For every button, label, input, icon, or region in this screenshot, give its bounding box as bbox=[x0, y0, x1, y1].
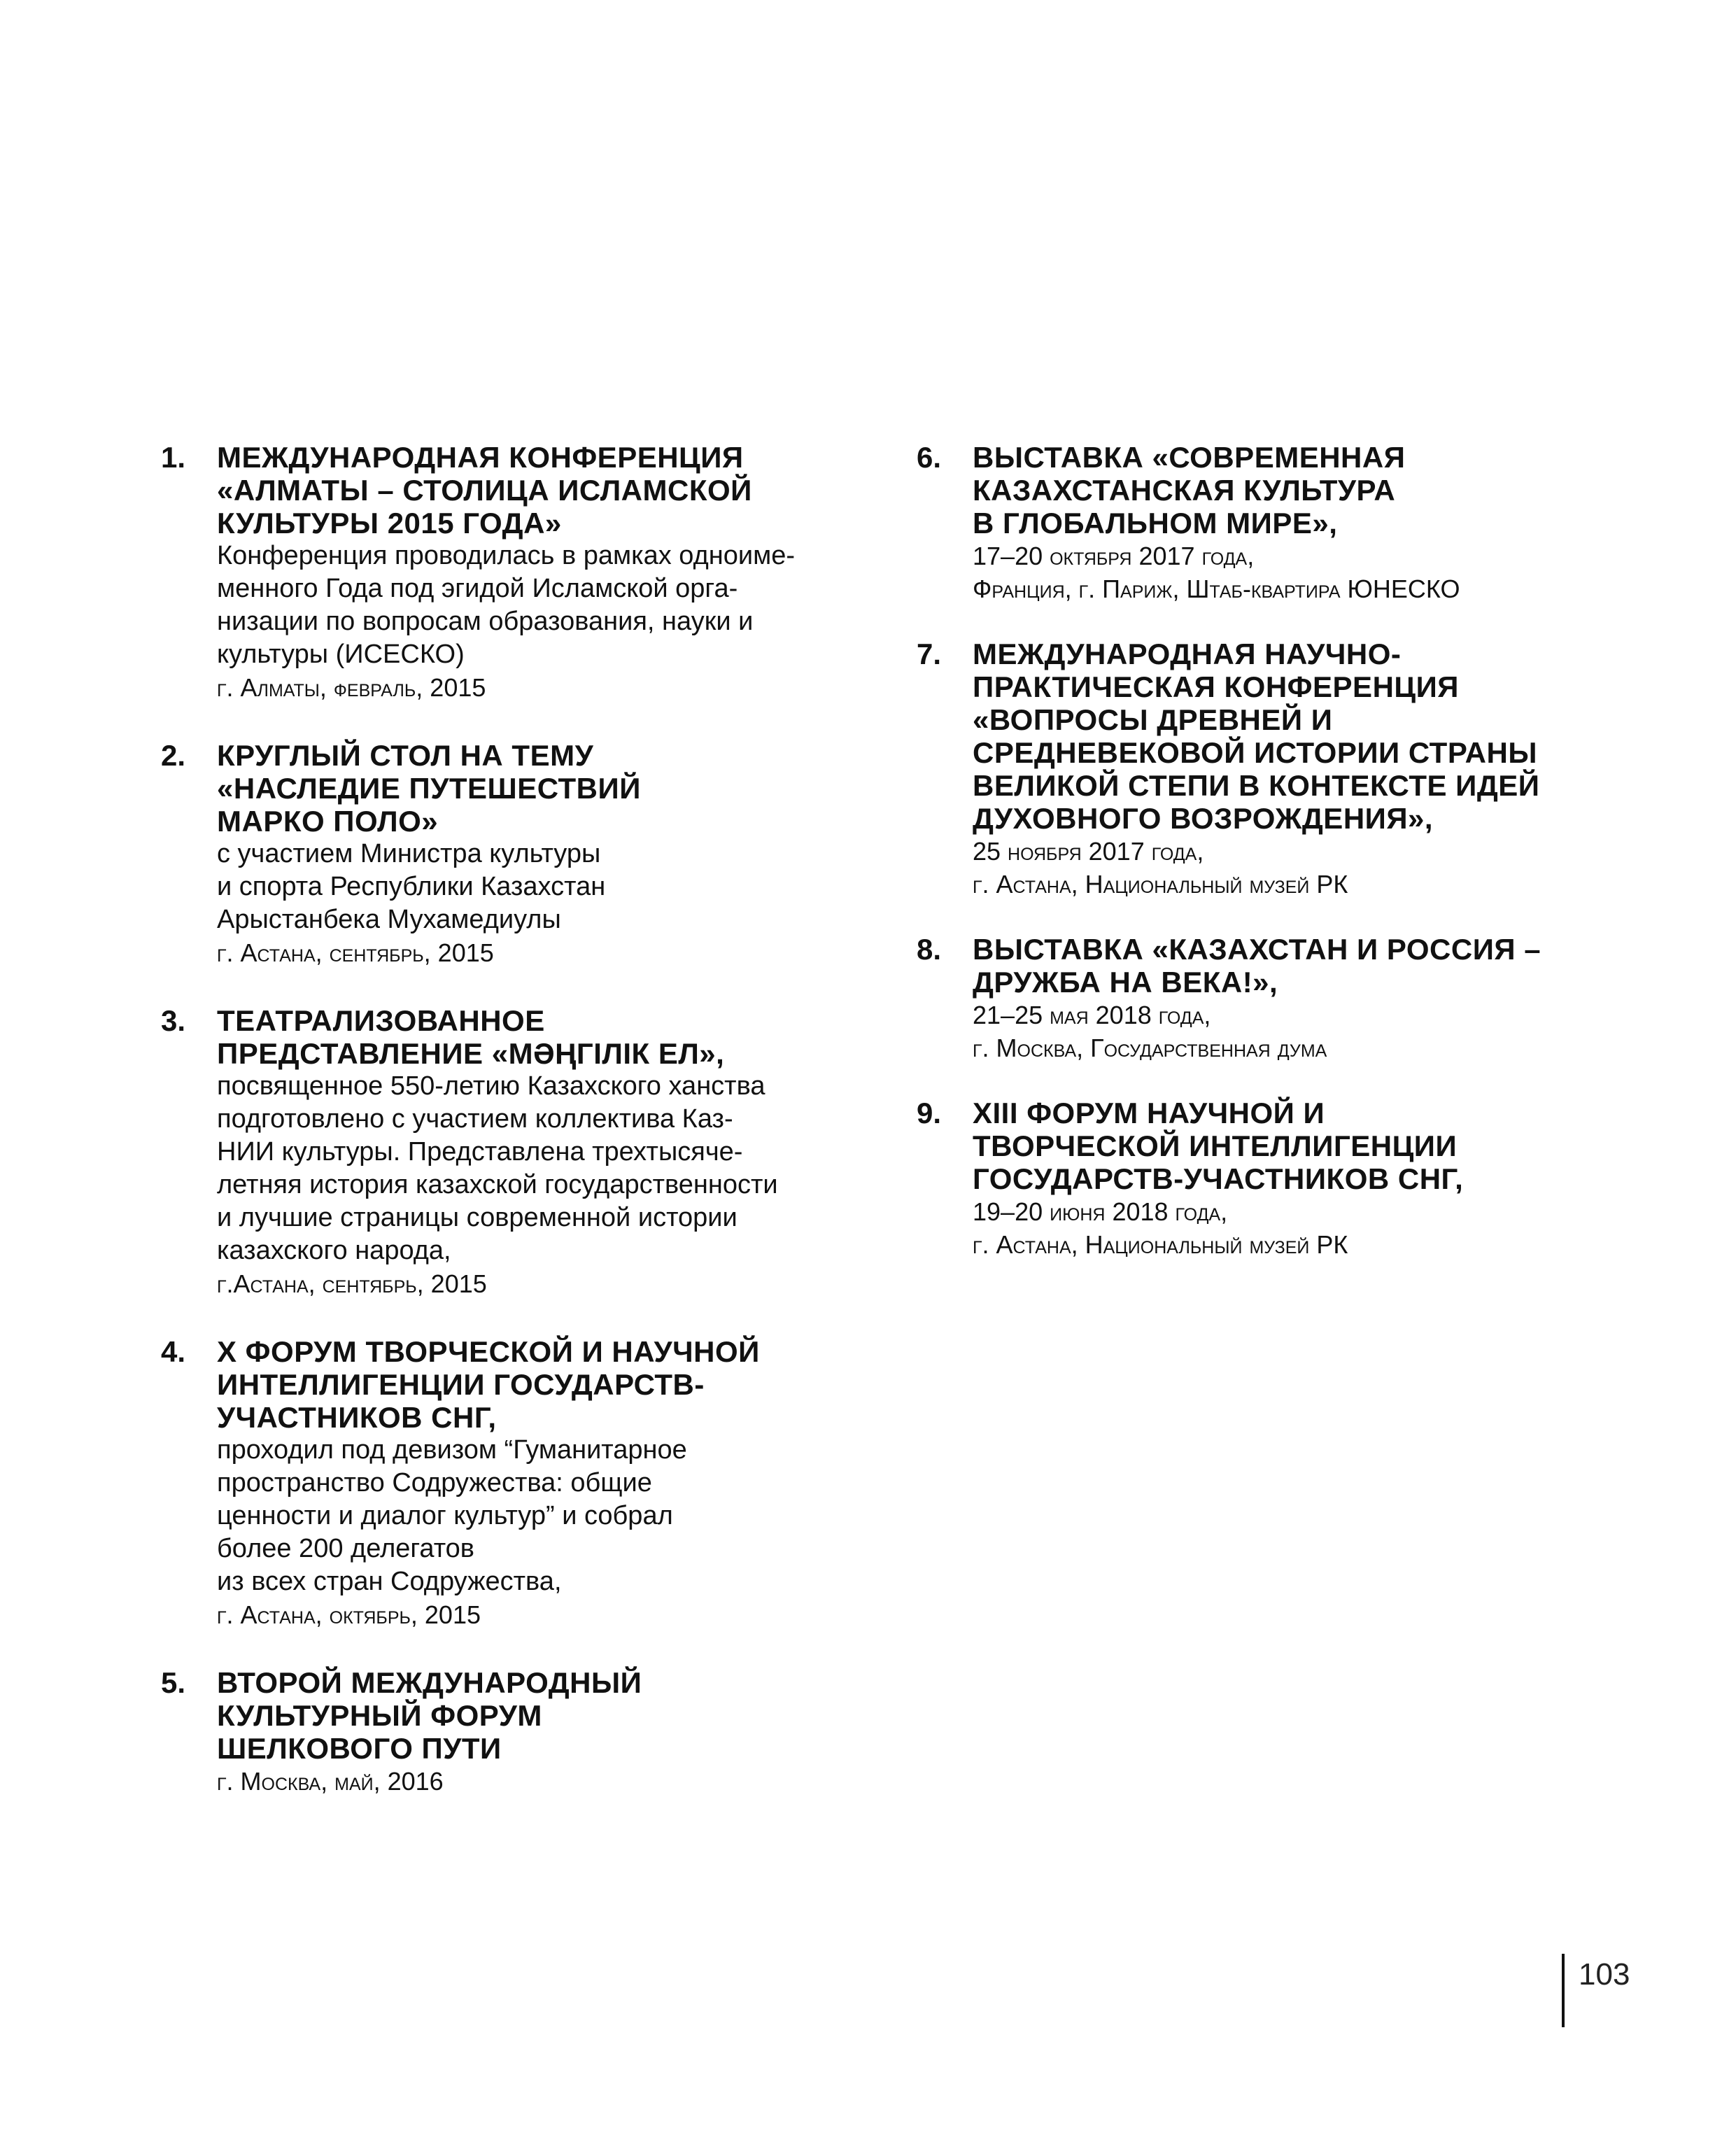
left-column bbox=[161, 441, 861, 1833]
event-entry-8 bbox=[917, 933, 1630, 1064]
entry-number: 1. bbox=[161, 441, 186, 474]
entry-description: посвященное 550-летию Казахского ханства подготовлено с участием коллектива Каз- НИИ культуры. Представлена трехтысяче- летняя история казахской государственности и лучшие страницы современной истории казахского народа, bbox=[217, 1071, 778, 1265]
entry-title: ВЫСТАВКА «СОВРЕМЕННАЯ КАЗАХСТАНСКАЯ КУЛЬТУРА В ГЛОБАЛЬНОМ МИРЕ», bbox=[973, 441, 1406, 540]
event-entry-9 bbox=[917, 1097, 1630, 1261]
entry-place-date: 21–25 мая 2018 года, г. Москва, Государственная дума bbox=[973, 1001, 1327, 1062]
entry-title: ВЫСТАВКА «КАЗАХСТАН И РОССИЯ – ДРУЖБА НА ВЕКА!», bbox=[973, 933, 1541, 999]
event-entry-1 bbox=[161, 441, 861, 704]
entry-place-date: 25 ноября 2017 года, г. Астана, Национальный музей РК bbox=[973, 837, 1348, 899]
entry-title: X ФОРУМ ТВОРЧЕСКОЙ И НАУЧНОЙ ИНТЕЛЛИГЕНЦИИ ГОСУДАРСТВ- УЧАСТНИКОВ СНГ, bbox=[217, 1335, 760, 1434]
right-column bbox=[917, 441, 1630, 1293]
entry-place-date: г. Москва, май, 2016 bbox=[217, 1767, 444, 1796]
entry-number: 4. bbox=[161, 1335, 186, 1368]
entry-place-date: г. Астана, сентябрь, 2015 bbox=[217, 938, 494, 967]
event-entry-7 bbox=[917, 637, 1630, 901]
event-entry-3 bbox=[161, 1004, 861, 1300]
page-number-divider bbox=[1562, 1954, 1565, 2027]
entry-number: 8. bbox=[917, 933, 942, 966]
page-number: 103 bbox=[1579, 1957, 1630, 1992]
entry-place-date: г.Астана, сентябрь, 2015 bbox=[217, 1269, 487, 1298]
entry-place-date: 17–20 октября 2017 года, Франция, г. Париж, Штаб-квартира ЮНЕСКО bbox=[973, 542, 1460, 603]
event-entry-2 bbox=[161, 739, 861, 969]
entry-title: XIII ФОРУМ НАУЧНОЙ И ТВОРЧЕСКОЙ ИНТЕЛЛИГЕНЦИИ ГОСУДАРСТВ-УЧАСТНИКОВ СНГ, bbox=[973, 1097, 1464, 1195]
entry-title: КРУГЛЫЙ СТОЛ НА ТЕМУ «НАСЛЕДИЕ ПУТЕШЕСТВИЙ МАРКО ПОЛО» bbox=[217, 739, 641, 838]
event-entry-6 bbox=[917, 441, 1630, 605]
entry-number: 6. bbox=[917, 441, 942, 474]
entry-place-date: 19–20 июня 2018 года, г. Астана, Национальный музей РК bbox=[973, 1197, 1348, 1259]
entry-title: ВТОРОЙ МЕЖДУНАРОДНЫЙ КУЛЬТУРНЫЙ ФОРУМ ШЕЛКОВОГО ПУТИ bbox=[217, 1666, 642, 1765]
entry-description: Конференция проводилась в рамках одноиме- менного Года под эгидой Исламской орга- низации по вопросам образования, науки и культуры (ИСЕСКО) bbox=[217, 541, 796, 669]
event-entry-4 bbox=[161, 1335, 861, 1631]
event-entry-5 bbox=[161, 1666, 861, 1798]
entry-description: с участием Министра культуры и спорта Республики Казахстан Арыстанбека Мухамедиулы bbox=[217, 839, 606, 934]
entry-title: МЕЖДУНАРОДНАЯ КОНФЕРЕНЦИЯ «АЛМАТЫ – СТОЛИЦА ИСЛАМСКОЙ КУЛЬТУРЫ 2015 ГОДА» bbox=[217, 441, 752, 540]
entry-description: проходил под девизом “Гуманитарное пространство Содружества: общие ценности и диалог культур” и собрал более 200 делегатов из всех стран Содружества, bbox=[217, 1435, 687, 1596]
entry-place-date: г. Астана, октябрь, 2015 bbox=[217, 1600, 481, 1629]
entry-number: 5. bbox=[161, 1666, 186, 1699]
entry-number: 3. bbox=[161, 1004, 186, 1037]
entry-number: 2. bbox=[161, 739, 186, 772]
entry-number: 7. bbox=[917, 637, 942, 670]
entry-place-date: г. Алматы, февраль, 2015 bbox=[217, 673, 486, 702]
entry-number: 9. bbox=[917, 1097, 942, 1129]
entry-title: МЕЖДУНАРОДНАЯ НАУЧНО- ПРАКТИЧЕСКАЯ КОНФЕРЕНЦИЯ «ВОПРОСЫ ДРЕВНЕЙ И СРЕДНЕВЕКОВОЙ ИСТОРИИ СТРАНЫ ВЕЛИКОЙ СТЕПИ В КОНТЕКСТЕ ИДЕЙ ДУХОВНОГО ВОЗРОЖДЕНИЯ», bbox=[973, 637, 1540, 835]
entry-title: ТЕАТРАЛИЗОВАННОЕ ПРЕДСТАВЛЕНИЕ «МӘҢГІЛІК ЕЛ», bbox=[217, 1004, 725, 1070]
